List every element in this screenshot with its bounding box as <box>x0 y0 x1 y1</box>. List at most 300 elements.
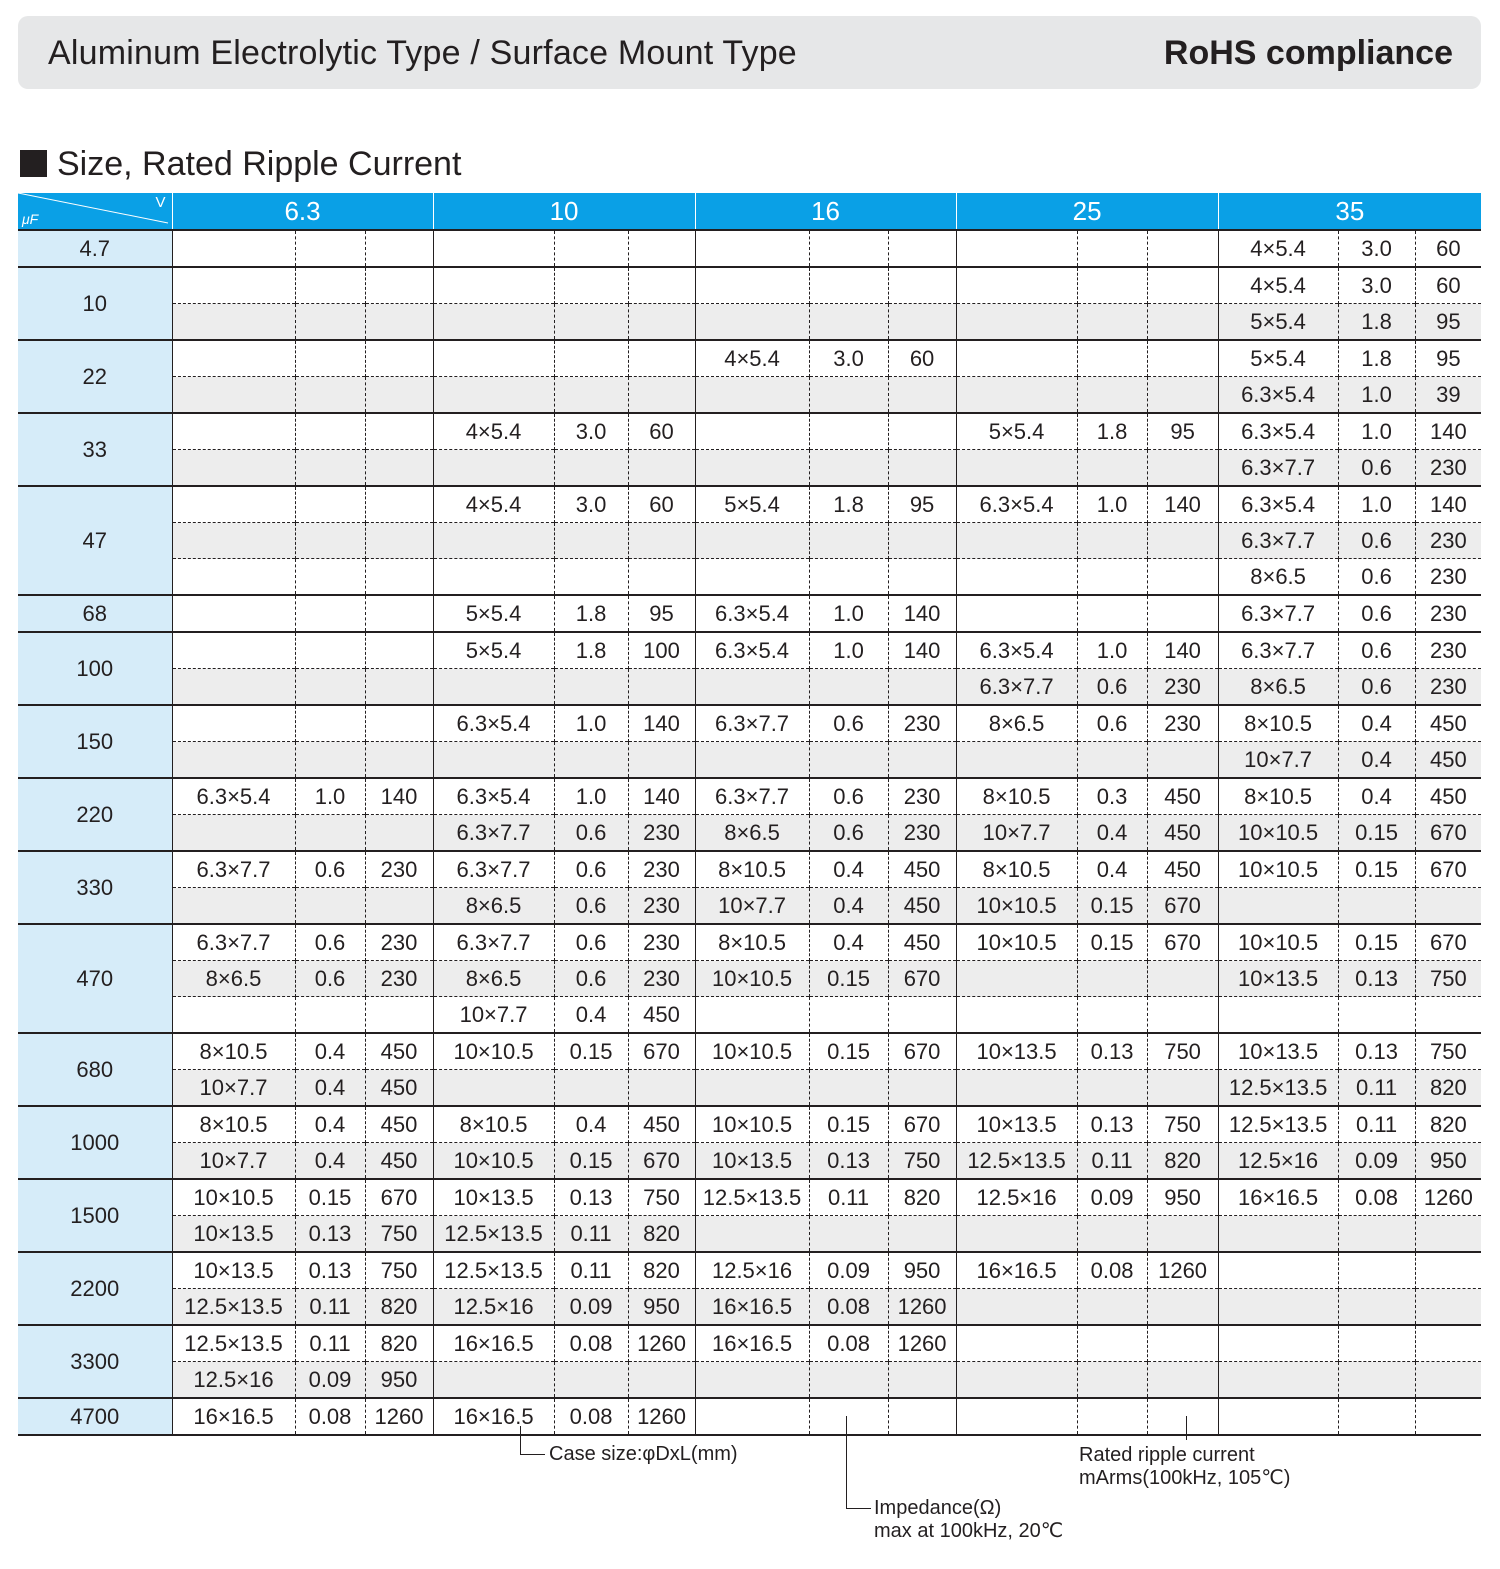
empty-cell <box>554 742 628 779</box>
empty-cell <box>554 340 628 377</box>
empty-cell <box>809 559 888 596</box>
impedance-cell: 0.09 <box>554 1289 628 1326</box>
case-size-cell: 8×6.5 <box>695 815 809 852</box>
empty-cell <box>1147 559 1218 596</box>
capacitance-label: 4.7 <box>18 230 172 267</box>
empty-cell <box>172 340 295 377</box>
ripple-current-cell: 140 <box>888 632 956 669</box>
ripple-current-cell: 450 <box>1415 778 1481 815</box>
empty-cell <box>554 377 628 414</box>
case-size-cell: 10×13.5 <box>1218 1033 1338 1070</box>
ripple-current-cell: 750 <box>628 1179 695 1216</box>
table-row <box>18 632 1481 669</box>
ripple-current-cell: 670 <box>628 1143 695 1180</box>
ripple-current-cell: 750 <box>1415 1033 1481 1070</box>
case-size-cell: 10×13.5 <box>433 1179 554 1216</box>
empty-cell <box>172 304 295 341</box>
impedance-cell: 1.0 <box>809 632 888 669</box>
case-size-cell: 6.3×7.7 <box>1218 523 1338 559</box>
ripple-current-cell: 230 <box>888 778 956 815</box>
empty-cell <box>554 523 628 559</box>
empty-cell <box>695 669 809 706</box>
empty-cell <box>295 377 365 414</box>
empty-cell <box>1077 1325 1147 1362</box>
ripple-current-cell: 670 <box>628 1033 695 1070</box>
ripple-current-cell: 230 <box>628 961 695 997</box>
empty-cell <box>433 1362 554 1399</box>
case-size-cell: 12.5×16 <box>956 1179 1077 1216</box>
empty-cell <box>888 669 956 706</box>
ripple-current-cell: 670 <box>1415 924 1481 961</box>
ripple-current-cell: 95 <box>1147 413 1218 450</box>
empty-cell <box>1147 1289 1218 1326</box>
ripple-current-cell: 1260 <box>365 1398 433 1435</box>
impedance-cell: 0.08 <box>809 1325 888 1362</box>
empty-cell <box>888 413 956 450</box>
empty-cell <box>628 230 695 267</box>
case-size-cell: 16×16.5 <box>695 1289 809 1326</box>
empty-cell <box>365 669 433 706</box>
impedance-cell: 1.0 <box>554 778 628 815</box>
empty-cell <box>888 1362 956 1399</box>
empty-cell <box>888 1216 956 1253</box>
empty-cell <box>1077 304 1147 341</box>
case-size-cell: 6.3×5.4 <box>1218 377 1338 414</box>
impedance-cell: 0.4 <box>1338 742 1415 779</box>
empty-cell <box>809 450 888 487</box>
case-size-cell: 12.5×13.5 <box>1218 1106 1338 1143</box>
impedance-cell: 0.6 <box>554 851 628 888</box>
impedance-cell: 1.8 <box>554 632 628 669</box>
empty-cell <box>695 1216 809 1253</box>
impedance-cell: 0.13 <box>295 1252 365 1289</box>
empty-cell <box>365 377 433 414</box>
empty-cell <box>365 413 433 450</box>
ripple-current-cell: 450 <box>628 997 695 1034</box>
ripple-current-cell: 230 <box>1415 559 1481 596</box>
ripple-current-cell: 1260 <box>1415 1179 1481 1216</box>
empty-cell <box>295 669 365 706</box>
impedance-cell: 0.15 <box>809 1106 888 1143</box>
ripple-current-cell: 950 <box>628 1289 695 1326</box>
impedance-cell: 1.0 <box>1338 413 1415 450</box>
empty-cell <box>295 486 365 523</box>
case-size-cell: 6.3×7.7 <box>172 924 295 961</box>
empty-cell <box>1218 1252 1338 1289</box>
empty-cell <box>1338 1289 1415 1326</box>
empty-cell <box>956 997 1077 1034</box>
impedance-cell: 0.15 <box>809 1033 888 1070</box>
empty-cell <box>172 595 295 632</box>
impedance-cell: 1.8 <box>1077 413 1147 450</box>
impedance-cell: 0.6 <box>1338 559 1415 596</box>
case-size-cell: 10×10.5 <box>695 961 809 997</box>
empty-cell <box>1147 1398 1218 1435</box>
empty-cell <box>554 230 628 267</box>
ripple-current-cell: 60 <box>628 413 695 450</box>
case-size-cell: 5×5.4 <box>1218 304 1338 341</box>
case-size-cell: 10×13.5 <box>695 1143 809 1180</box>
voltage-header-row <box>18 193 1481 230</box>
impedance-cell: 0.4 <box>295 1143 365 1180</box>
case-size-cell: 12.5×13.5 <box>695 1179 809 1216</box>
ripple-current-cell: 230 <box>1147 669 1218 706</box>
case-size-cell: 6.3×7.7 <box>433 815 554 852</box>
empty-cell <box>433 450 554 487</box>
empty-cell <box>295 304 365 341</box>
table-row <box>18 595 1481 632</box>
impedance-note-line2: max at 100kHz, 20℃ <box>874 1520 1064 1542</box>
case-size-cell: 12.5×13.5 <box>956 1143 1077 1180</box>
ripple-current-cell: 140 <box>628 705 695 742</box>
empty-cell <box>956 595 1077 632</box>
impedance-cell: 0.15 <box>554 1143 628 1180</box>
empty-cell <box>1077 230 1147 267</box>
ripple-current-cell: 670 <box>888 961 956 997</box>
impedance-cell: 0.11 <box>1338 1070 1415 1107</box>
ripple-current-cell: 750 <box>365 1252 433 1289</box>
table-row <box>18 523 1481 559</box>
impedance-cell: 0.11 <box>1338 1106 1415 1143</box>
empty-cell <box>956 742 1077 779</box>
impedance-cell: 0.11 <box>295 1325 365 1362</box>
empty-cell <box>1218 1398 1338 1435</box>
case-size-cell: 8×6.5 <box>433 888 554 925</box>
empty-cell <box>956 377 1077 414</box>
empty-cell <box>172 450 295 487</box>
impedance-cell: 0.15 <box>1338 851 1415 888</box>
ripple-current-cell: 450 <box>1415 705 1481 742</box>
case-size-cell: 12.5×13.5 <box>1218 1070 1338 1107</box>
empty-cell <box>1077 1216 1147 1253</box>
empty-cell <box>1077 340 1147 377</box>
empty-cell <box>888 450 956 487</box>
empty-cell <box>1077 377 1147 414</box>
case-size-cell: 8×10.5 <box>956 851 1077 888</box>
impedance-cell: 0.09 <box>1338 1143 1415 1180</box>
empty-cell <box>956 267 1077 304</box>
table-row <box>18 1143 1481 1180</box>
impedance-cell: 0.6 <box>295 851 365 888</box>
empty-cell <box>365 304 433 341</box>
empty-cell <box>1415 888 1481 925</box>
empty-cell <box>295 523 365 559</box>
case-size-cell: 12.5×13.5 <box>172 1289 295 1326</box>
empty-cell <box>695 559 809 596</box>
ripple-current-cell: 820 <box>1415 1106 1481 1143</box>
case-size-cell: 4×5.4 <box>1218 267 1338 304</box>
table-row <box>18 1362 1481 1399</box>
case-size-cell: 4×5.4 <box>433 486 554 523</box>
empty-cell <box>1077 1362 1147 1399</box>
empty-cell <box>956 340 1077 377</box>
impedance-cell: 3.0 <box>554 486 628 523</box>
case-size-cell: 8×6.5 <box>1218 669 1338 706</box>
ripple-current-cell: 820 <box>888 1179 956 1216</box>
capacitance-label: 100 <box>18 632 172 705</box>
case-size-cell: 8×10.5 <box>1218 778 1338 815</box>
empty-cell <box>1338 1325 1415 1362</box>
impedance-cell: 1.8 <box>1338 304 1415 341</box>
impedance-cell: 1.8 <box>1338 340 1415 377</box>
empty-cell <box>365 340 433 377</box>
capacitance-label: 68 <box>18 595 172 632</box>
case-size-cell: 16×16.5 <box>433 1398 554 1435</box>
impedance-cell: 0.6 <box>1338 450 1415 487</box>
empty-cell <box>1147 230 1218 267</box>
table-row <box>18 851 1481 888</box>
impedance-cell: 0.4 <box>554 1106 628 1143</box>
ripple-current-cell: 670 <box>1147 888 1218 925</box>
ripple-current-cell: 230 <box>628 851 695 888</box>
impedance-cell: 0.4 <box>554 997 628 1034</box>
empty-cell <box>888 1398 956 1435</box>
empty-cell <box>1338 997 1415 1034</box>
empty-cell <box>1147 1362 1218 1399</box>
table-row <box>18 1216 1481 1253</box>
ripple-current-cell: 95 <box>1415 304 1481 341</box>
ripple-current-cell: 230 <box>1415 450 1481 487</box>
ripple-current-cell: 1260 <box>628 1325 695 1362</box>
table-row <box>18 230 1481 267</box>
ripple-current-cell: 230 <box>365 924 433 961</box>
case-size-cell: 10×7.7 <box>172 1070 295 1107</box>
impedance-cell: 0.11 <box>554 1216 628 1253</box>
ripple-current-cell: 820 <box>628 1252 695 1289</box>
table-row <box>18 961 1481 997</box>
empty-cell <box>433 523 554 559</box>
empty-cell <box>809 742 888 779</box>
case-size-cell: 16×16.5 <box>695 1325 809 1362</box>
empty-cell <box>1077 1289 1147 1326</box>
empty-cell <box>365 595 433 632</box>
empty-cell <box>554 669 628 706</box>
case-size-note: Case size:φDxL(mm) <box>549 1443 738 1465</box>
empty-cell <box>695 742 809 779</box>
impedance-leader-line <box>846 1416 871 1509</box>
empty-cell <box>628 523 695 559</box>
empty-cell <box>172 742 295 779</box>
impedance-note-line1: Impedance(Ω) <box>874 1497 1002 1519</box>
empty-cell <box>1147 340 1218 377</box>
impedance-cell: 0.6 <box>1338 632 1415 669</box>
case-size-cell: 10×10.5 <box>172 1179 295 1216</box>
ripple-current-cell: 1260 <box>1147 1252 1218 1289</box>
empty-cell <box>554 1362 628 1399</box>
ripple-current-cell: 140 <box>1415 486 1481 523</box>
square-bullet-icon <box>20 150 47 177</box>
empty-cell <box>628 267 695 304</box>
voltage-header: 10 <box>433 193 695 230</box>
empty-cell <box>433 1070 554 1107</box>
empty-cell <box>554 559 628 596</box>
case-size-cell: 6.3×5.4 <box>1218 486 1338 523</box>
ripple-current-cell: 450 <box>1147 851 1218 888</box>
ripple-current-cell: 750 <box>1415 961 1481 997</box>
empty-cell <box>809 413 888 450</box>
table-row <box>18 742 1481 779</box>
empty-cell <box>554 450 628 487</box>
impedance-cell: 0.6 <box>1338 595 1415 632</box>
impedance-cell: 0.09 <box>1077 1179 1147 1216</box>
empty-cell <box>888 742 956 779</box>
empty-cell <box>956 523 1077 559</box>
case-size-leader-line <box>520 1426 545 1455</box>
empty-cell <box>433 669 554 706</box>
ripple-current-cell: 450 <box>365 1033 433 1070</box>
empty-cell <box>695 230 809 267</box>
impedance-cell: 1.0 <box>295 778 365 815</box>
table-row <box>18 486 1481 523</box>
impedance-cell: 0.08 <box>809 1289 888 1326</box>
voltage-header: 16 <box>695 193 956 230</box>
impedance-cell: 0.15 <box>1338 815 1415 852</box>
impedance-cell: 1.0 <box>554 705 628 742</box>
table-row <box>18 815 1481 852</box>
impedance-cell: 0.6 <box>1338 669 1415 706</box>
ripple-current-cell: 95 <box>888 486 956 523</box>
ripple-current-cell: 230 <box>888 705 956 742</box>
capacitance-label: 1000 <box>18 1106 172 1179</box>
ripple-current-cell: 230 <box>1415 669 1481 706</box>
impedance-cell: 0.13 <box>554 1179 628 1216</box>
case-size-cell: 8×10.5 <box>695 851 809 888</box>
empty-cell <box>809 267 888 304</box>
case-size-cell: 8×10.5 <box>172 1033 295 1070</box>
impedance-cell: 0.11 <box>554 1252 628 1289</box>
empty-cell <box>809 304 888 341</box>
header-bar <box>18 16 1481 89</box>
ripple-current-cell: 450 <box>888 924 956 961</box>
empty-cell <box>365 230 433 267</box>
ripple-current-cell: 450 <box>365 1070 433 1107</box>
case-size-cell: 10×10.5 <box>695 1106 809 1143</box>
empty-cell <box>433 559 554 596</box>
empty-cell <box>628 742 695 779</box>
empty-cell <box>433 340 554 377</box>
impedance-cell: 0.13 <box>295 1216 365 1253</box>
empty-cell <box>365 742 433 779</box>
empty-cell <box>956 230 1077 267</box>
empty-cell <box>1077 267 1147 304</box>
impedance-cell: 0.08 <box>1338 1179 1415 1216</box>
empty-cell <box>1338 1398 1415 1435</box>
case-size-cell: 8×10.5 <box>956 778 1077 815</box>
empty-cell <box>1077 961 1147 997</box>
case-size-cell: 12.5×13.5 <box>172 1325 295 1362</box>
impedance-cell: 1.0 <box>1077 486 1147 523</box>
impedance-cell: 0.13 <box>809 1143 888 1180</box>
empty-cell <box>956 1325 1077 1362</box>
ripple-current-cell: 95 <box>628 595 695 632</box>
empty-cell <box>1147 523 1218 559</box>
empty-cell <box>956 1362 1077 1399</box>
ripple-current-cell: 450 <box>1147 815 1218 852</box>
empty-cell <box>554 1070 628 1107</box>
case-size-cell: 4×5.4 <box>433 413 554 450</box>
empty-cell <box>809 523 888 559</box>
table-row <box>18 888 1481 925</box>
header-title: Aluminum Electrolytic Type / Surface Mount Type <box>48 34 797 72</box>
empty-cell <box>1218 1216 1338 1253</box>
impedance-cell: 1.0 <box>1338 377 1415 414</box>
empty-cell <box>1415 1325 1481 1362</box>
case-size-cell: 10×10.5 <box>1218 851 1338 888</box>
case-size-cell: 6.3×7.7 <box>1218 450 1338 487</box>
impedance-cell: 0.15 <box>1077 888 1147 925</box>
empty-cell <box>295 815 365 852</box>
impedance-cell: 0.6 <box>1077 669 1147 706</box>
empty-cell <box>1415 997 1481 1034</box>
impedance-cell: 1.0 <box>1338 486 1415 523</box>
ripple-current-cell: 1260 <box>888 1325 956 1362</box>
empty-cell <box>809 1362 888 1399</box>
empty-cell <box>956 961 1077 997</box>
impedance-cell: 0.6 <box>1077 705 1147 742</box>
empty-cell <box>295 559 365 596</box>
impedance-cell: 0.15 <box>809 961 888 997</box>
ripple-current-cell: 950 <box>1415 1143 1481 1180</box>
impedance-cell: 1.8 <box>809 486 888 523</box>
case-size-cell: 8×6.5 <box>433 961 554 997</box>
case-size-cell: 8×10.5 <box>433 1106 554 1143</box>
impedance-cell: 0.09 <box>809 1252 888 1289</box>
empty-cell <box>695 450 809 487</box>
ripple-current-cell: 750 <box>888 1143 956 1180</box>
section-heading <box>20 142 461 186</box>
ripple-current-cell: 820 <box>1147 1143 1218 1180</box>
empty-cell <box>365 450 433 487</box>
table-row <box>18 924 1481 961</box>
empty-cell <box>295 997 365 1034</box>
table-row <box>18 267 1481 304</box>
ripple-note-line2: mArms(100kHz, 105℃) <box>1079 1467 1291 1489</box>
ripple-current-cell: 60 <box>1415 267 1481 304</box>
empty-cell <box>365 267 433 304</box>
case-size-cell: 6.3×7.7 <box>433 924 554 961</box>
empty-cell <box>554 267 628 304</box>
ripple-current-cell: 1260 <box>628 1398 695 1435</box>
ripple-current-cell: 140 <box>365 778 433 815</box>
empty-cell <box>809 997 888 1034</box>
impedance-cell: 0.6 <box>295 961 365 997</box>
ripple-current-cell: 95 <box>1415 340 1481 377</box>
ripple-current-cell: 670 <box>888 1106 956 1143</box>
impedance-cell: 0.08 <box>1077 1252 1147 1289</box>
empty-cell <box>809 669 888 706</box>
ripple-current-cell: 100 <box>628 632 695 669</box>
impedance-cell: 0.11 <box>295 1289 365 1326</box>
case-size-cell: 6.3×5.4 <box>695 632 809 669</box>
case-size-cell: 8×6.5 <box>956 705 1077 742</box>
ripple-current-cell: 950 <box>1147 1179 1218 1216</box>
capacitance-label: 10 <box>18 267 172 340</box>
case-size-cell: 12.5×16 <box>172 1362 295 1399</box>
ripple-current-cell: 60 <box>888 340 956 377</box>
case-size-cell: 10×10.5 <box>433 1033 554 1070</box>
case-size-cell: 6.3×5.4 <box>433 705 554 742</box>
empty-cell <box>365 559 433 596</box>
case-size-cell: 12.5×13.5 <box>433 1252 554 1289</box>
empty-cell <box>172 815 295 852</box>
empty-cell <box>888 997 956 1034</box>
ripple-current-cell: 820 <box>365 1289 433 1326</box>
empty-cell <box>172 267 295 304</box>
case-size-cell: 10×10.5 <box>695 1033 809 1070</box>
impedance-cell: 0.4 <box>809 888 888 925</box>
empty-cell <box>628 304 695 341</box>
ripple-note-line1: Rated ripple current <box>1079 1444 1255 1466</box>
